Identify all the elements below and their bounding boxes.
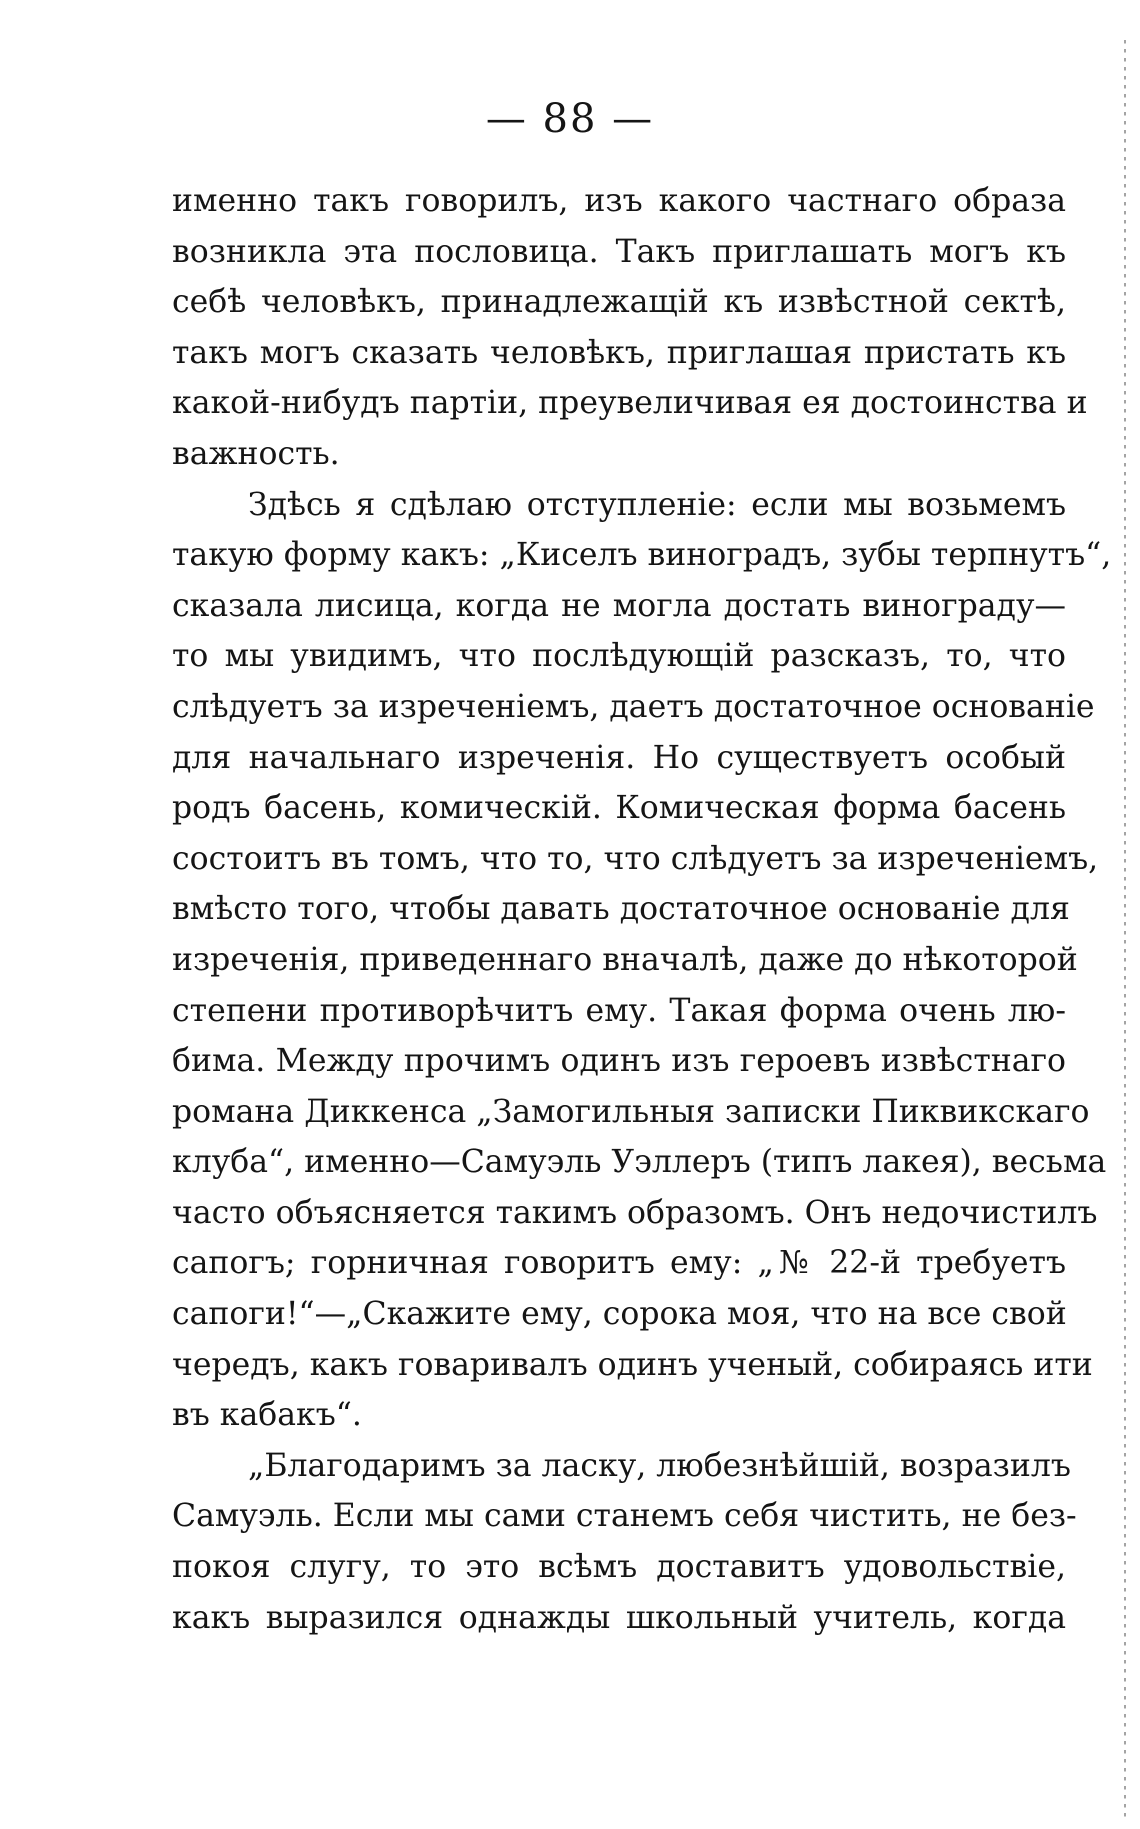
text-line: родъ басень, комическій. Комическая форма басень: [172, 790, 1066, 827]
page-edge-rule: [1124, 40, 1126, 1820]
text-body: [172, 176, 1112, 1643]
text-line: сапогъ; горничная говоритъ ему: „№ 22-й требуетъ: [172, 1245, 1066, 1282]
text-line: такъ могъ сказать человѣкъ, приглашая пристать къ: [172, 334, 1066, 371]
text-line: покоя слугу, то это всѣмъ доставитъ удовольствіе,: [172, 1549, 1066, 1586]
text-line: „Благодаримъ за ласку, любезнѣйшій, возразилъ: [248, 1447, 1071, 1484]
paragraph-3: [172, 1441, 1077, 1643]
text-line: какой-нибудъ партіи, преувеличивая ея достоинства и: [172, 385, 1088, 422]
text-line: чередъ, какъ говаривалъ одинъ ученый, собираясь ити: [172, 1346, 1093, 1383]
text-line: клуба“, именно—Самуэль Уэллеръ (типъ лакея), весьма: [172, 1144, 1107, 1181]
text-line: романа Диккенса „Замогильныя записки Пиквикскаго: [172, 1093, 1090, 1130]
paragraph-1: [172, 176, 1088, 480]
text-line: степени противорѣчитъ ему. Такая форма очень лю-: [172, 992, 1066, 1029]
text-line: какъ выразился однажды школьный учитель, когда: [172, 1599, 1066, 1636]
text-line: изреченія, приведеннаго вначалѣ, даже до нѣкоторой: [172, 941, 1078, 978]
text-line: бима. Между прочимъ одинъ изъ героевъ извѣстнаго: [172, 1043, 1066, 1080]
text-line: именно такъ говорилъ, изъ какого частнаго образа: [172, 183, 1066, 219]
text-line: сапоги!“—„Скажите ему, сорока моя, что на все свой: [172, 1296, 1067, 1333]
text-line: вмѣсто того, чтобы давать достаточное основаніе для: [172, 891, 1070, 928]
text-line: слѣдуетъ за изреченіемъ, даетъ достаточное основаніе: [172, 688, 1095, 725]
text-line: то мы увидимъ, что послѣдующій разсказъ, то, что: [172, 638, 1066, 675]
page-number: — 88 —: [485, 96, 655, 142]
paragraph-2: [172, 480, 1112, 1441]
text-line: сказала лисица, когда не могла достать винограду—: [172, 587, 1066, 624]
text-line: такую форму какъ: „Киселъ виноградъ, зубы терпнутъ“,: [172, 537, 1112, 574]
text-line: часто объясняется такимъ образомъ. Онъ недочистилъ: [172, 1194, 1098, 1231]
text-line: состоитъ въ томъ, что то, что слѣдуетъ за изреченіемъ,: [172, 840, 1099, 877]
text-line: для начальнаго изреченія. Но существуетъ особый: [172, 739, 1066, 776]
text-line: возникла эта пословица. Такъ приглашать могъ къ: [172, 233, 1066, 270]
text-line: въ кабакъ“.: [172, 1397, 362, 1434]
text-line: себѣ человѣкъ, принадлежащій къ извѣстной сектѣ,: [172, 284, 1066, 321]
text-line: Здѣсь я сдѣлаю отступленіе: если мы возьмемъ: [248, 486, 1066, 523]
text-line: Самуэль. Если мы сами станемъ себя чистить, не без-: [172, 1498, 1077, 1535]
text-line: важность.: [172, 435, 340, 472]
